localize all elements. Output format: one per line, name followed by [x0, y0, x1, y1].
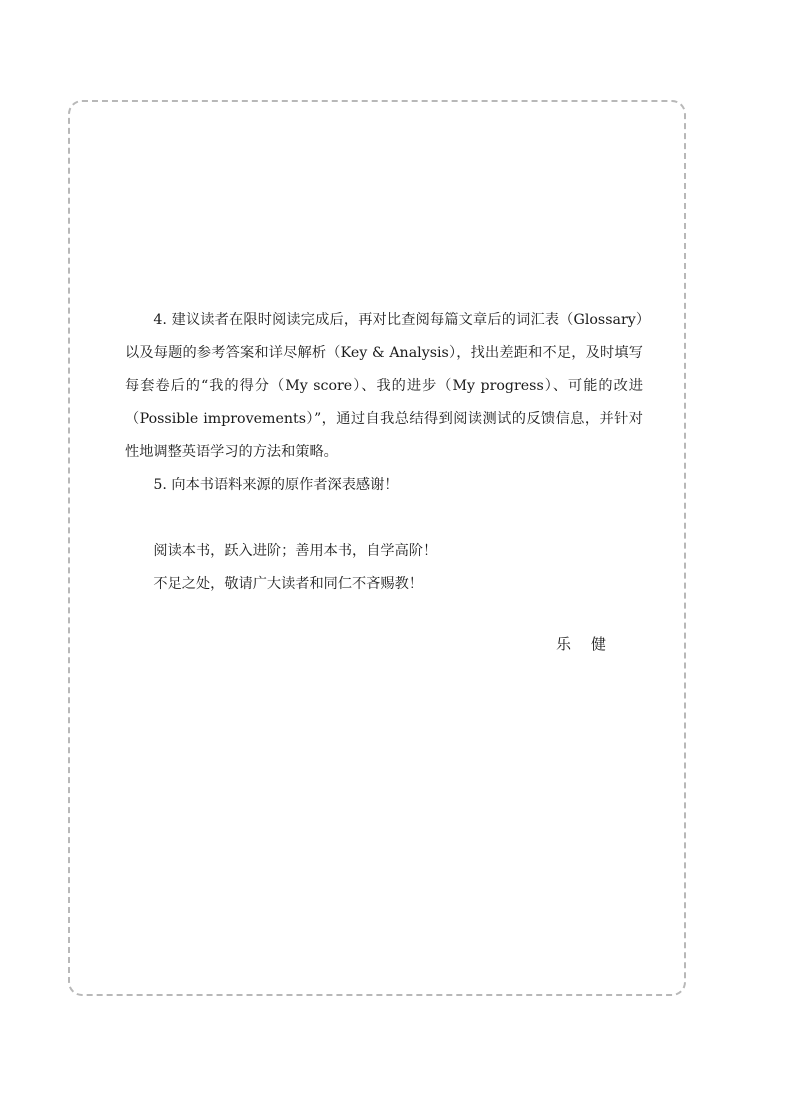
paragraph-item-4: 4. 建议读者在限时阅读完成后，再对比查阅每篇文章后的词汇表（Glossary）以及每题的参考答案和详尽解析（Key & Analysis），找出差距和不足，及时填写每套卷后的“我的得分（My score）、我的进步（My progress）、可能的改进（Possible improvements）”，通过自我总结得到阅读测试的反馈信息，并针对性地调整英语学习的方法和策略。 — [125, 312, 643, 460]
closing-line-2: 不足之处，敬请广大读者和同仁不吝赐教！ — [153, 576, 423, 592]
closing-line-1: 阅读本书，跃入进阶；善用本书，自学高阶！ — [153, 543, 438, 559]
paragraph-spacer — [125, 502, 643, 535]
paragraph-item-5: 5. 向本书语料来源的原作者深表感谢！ — [153, 477, 399, 493]
preface-body — [125, 304, 643, 601]
author-signature: 乐健 — [556, 635, 627, 653]
